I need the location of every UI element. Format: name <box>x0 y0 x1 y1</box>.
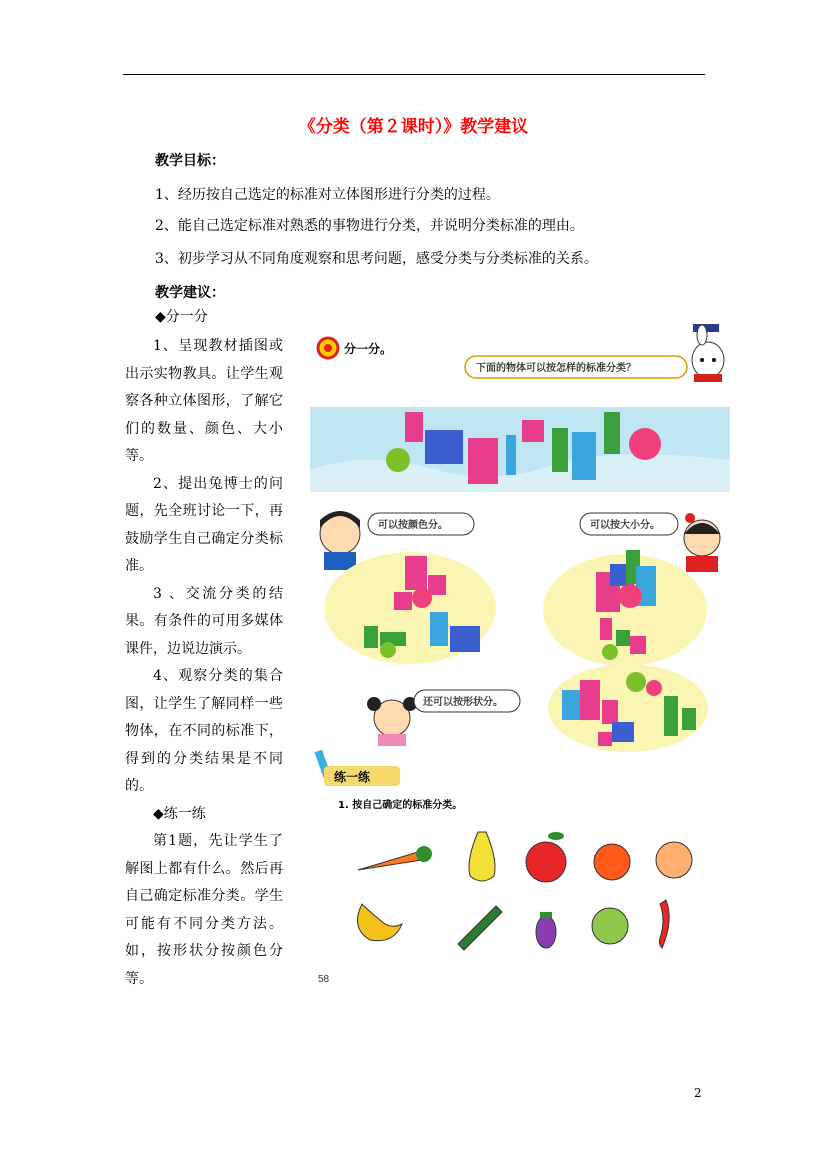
fig-section-title: 分一分。 <box>344 342 393 356</box>
section-heading-practice: ◆练一练 <box>153 805 206 822</box>
suggestion-paragraph-1: 1、呈现教材插图或出示实物教具。让学生观察各种立体图形，了解它们的数量、颜色、大小等。 <box>125 338 283 464</box>
boy-bubble: 可以按颜色分。 <box>378 520 448 531</box>
suggestion-paragraph-3: 3 、交流分类的结果。有条件的可用多媒体课件，边说边演示。 <box>125 585 283 657</box>
suggestion-paragraph-2: 2、提出兔博士的问题，先全班讨论一下，再鼓励学生自己确定分类标准。 <box>125 475 283 574</box>
suggest-heading: 教学建议： <box>155 285 225 301</box>
section-heading-fen: ◆分一分 <box>155 309 208 325</box>
cucumber-icon <box>458 906 502 950</box>
girl-bubble: 可以按大小分。 <box>590 520 660 531</box>
cabbage-icon <box>592 908 628 944</box>
carrot-icon <box>358 846 432 870</box>
rabbit-question: 下面的物体可以按怎样的标准分类？ <box>476 363 636 374</box>
peach-icon <box>656 842 692 878</box>
page-number: 2 <box>694 1086 702 1100</box>
flower-badge-icon <box>318 338 338 358</box>
suggestion-paragraph-4: 4、观察分类的集合图，让学生了解同样一些物体，在不同的标准下，得到的分类结果是不同的。 <box>125 668 283 794</box>
goal-1: 1、经历按自己选定的标准对立体图形进行分类的过程。 <box>155 187 500 203</box>
banana-icon <box>358 904 403 941</box>
rabbit-doctor-icon <box>692 324 724 382</box>
practice-item: 1. 按自己确定的标准分类。 <box>338 800 463 811</box>
eggplant-icon <box>536 912 556 948</box>
suggestion-column <box>125 333 283 993</box>
practice-paragraph-1: 第1题，先让学生了解图上都有什么。然后再自己确定标准分类。学生可能有不同分类方法。如，按形状分按颜色分等。 <box>125 833 283 987</box>
apple-icon <box>526 832 566 882</box>
textbook-illustration <box>310 320 730 990</box>
orange-icon <box>594 844 630 880</box>
practice-title: 练一练 <box>334 770 371 784</box>
goals-heading: 教学目标： <box>155 153 225 169</box>
goal-2: 2、能自己选定标准对熟悉的事物进行分类，并说明分类标准的理由。 <box>155 218 584 234</box>
header-rule <box>123 74 705 75</box>
document-title: 《分类（第２课时）》教学建议 <box>298 117 529 137</box>
boy-icon <box>320 511 360 570</box>
chili-pepper-icon <box>659 900 669 948</box>
pear-icon <box>469 832 495 881</box>
girl-with-buns-icon <box>367 697 417 746</box>
goal-3: 3、初步学习从不同角度观察和思考问题，感受分类与分类标准的关系。 <box>155 251 598 267</box>
book-page-number: 58 <box>318 974 330 985</box>
girl2-bubble: 还可以按形状分。 <box>423 697 503 708</box>
girl-icon <box>684 513 720 572</box>
